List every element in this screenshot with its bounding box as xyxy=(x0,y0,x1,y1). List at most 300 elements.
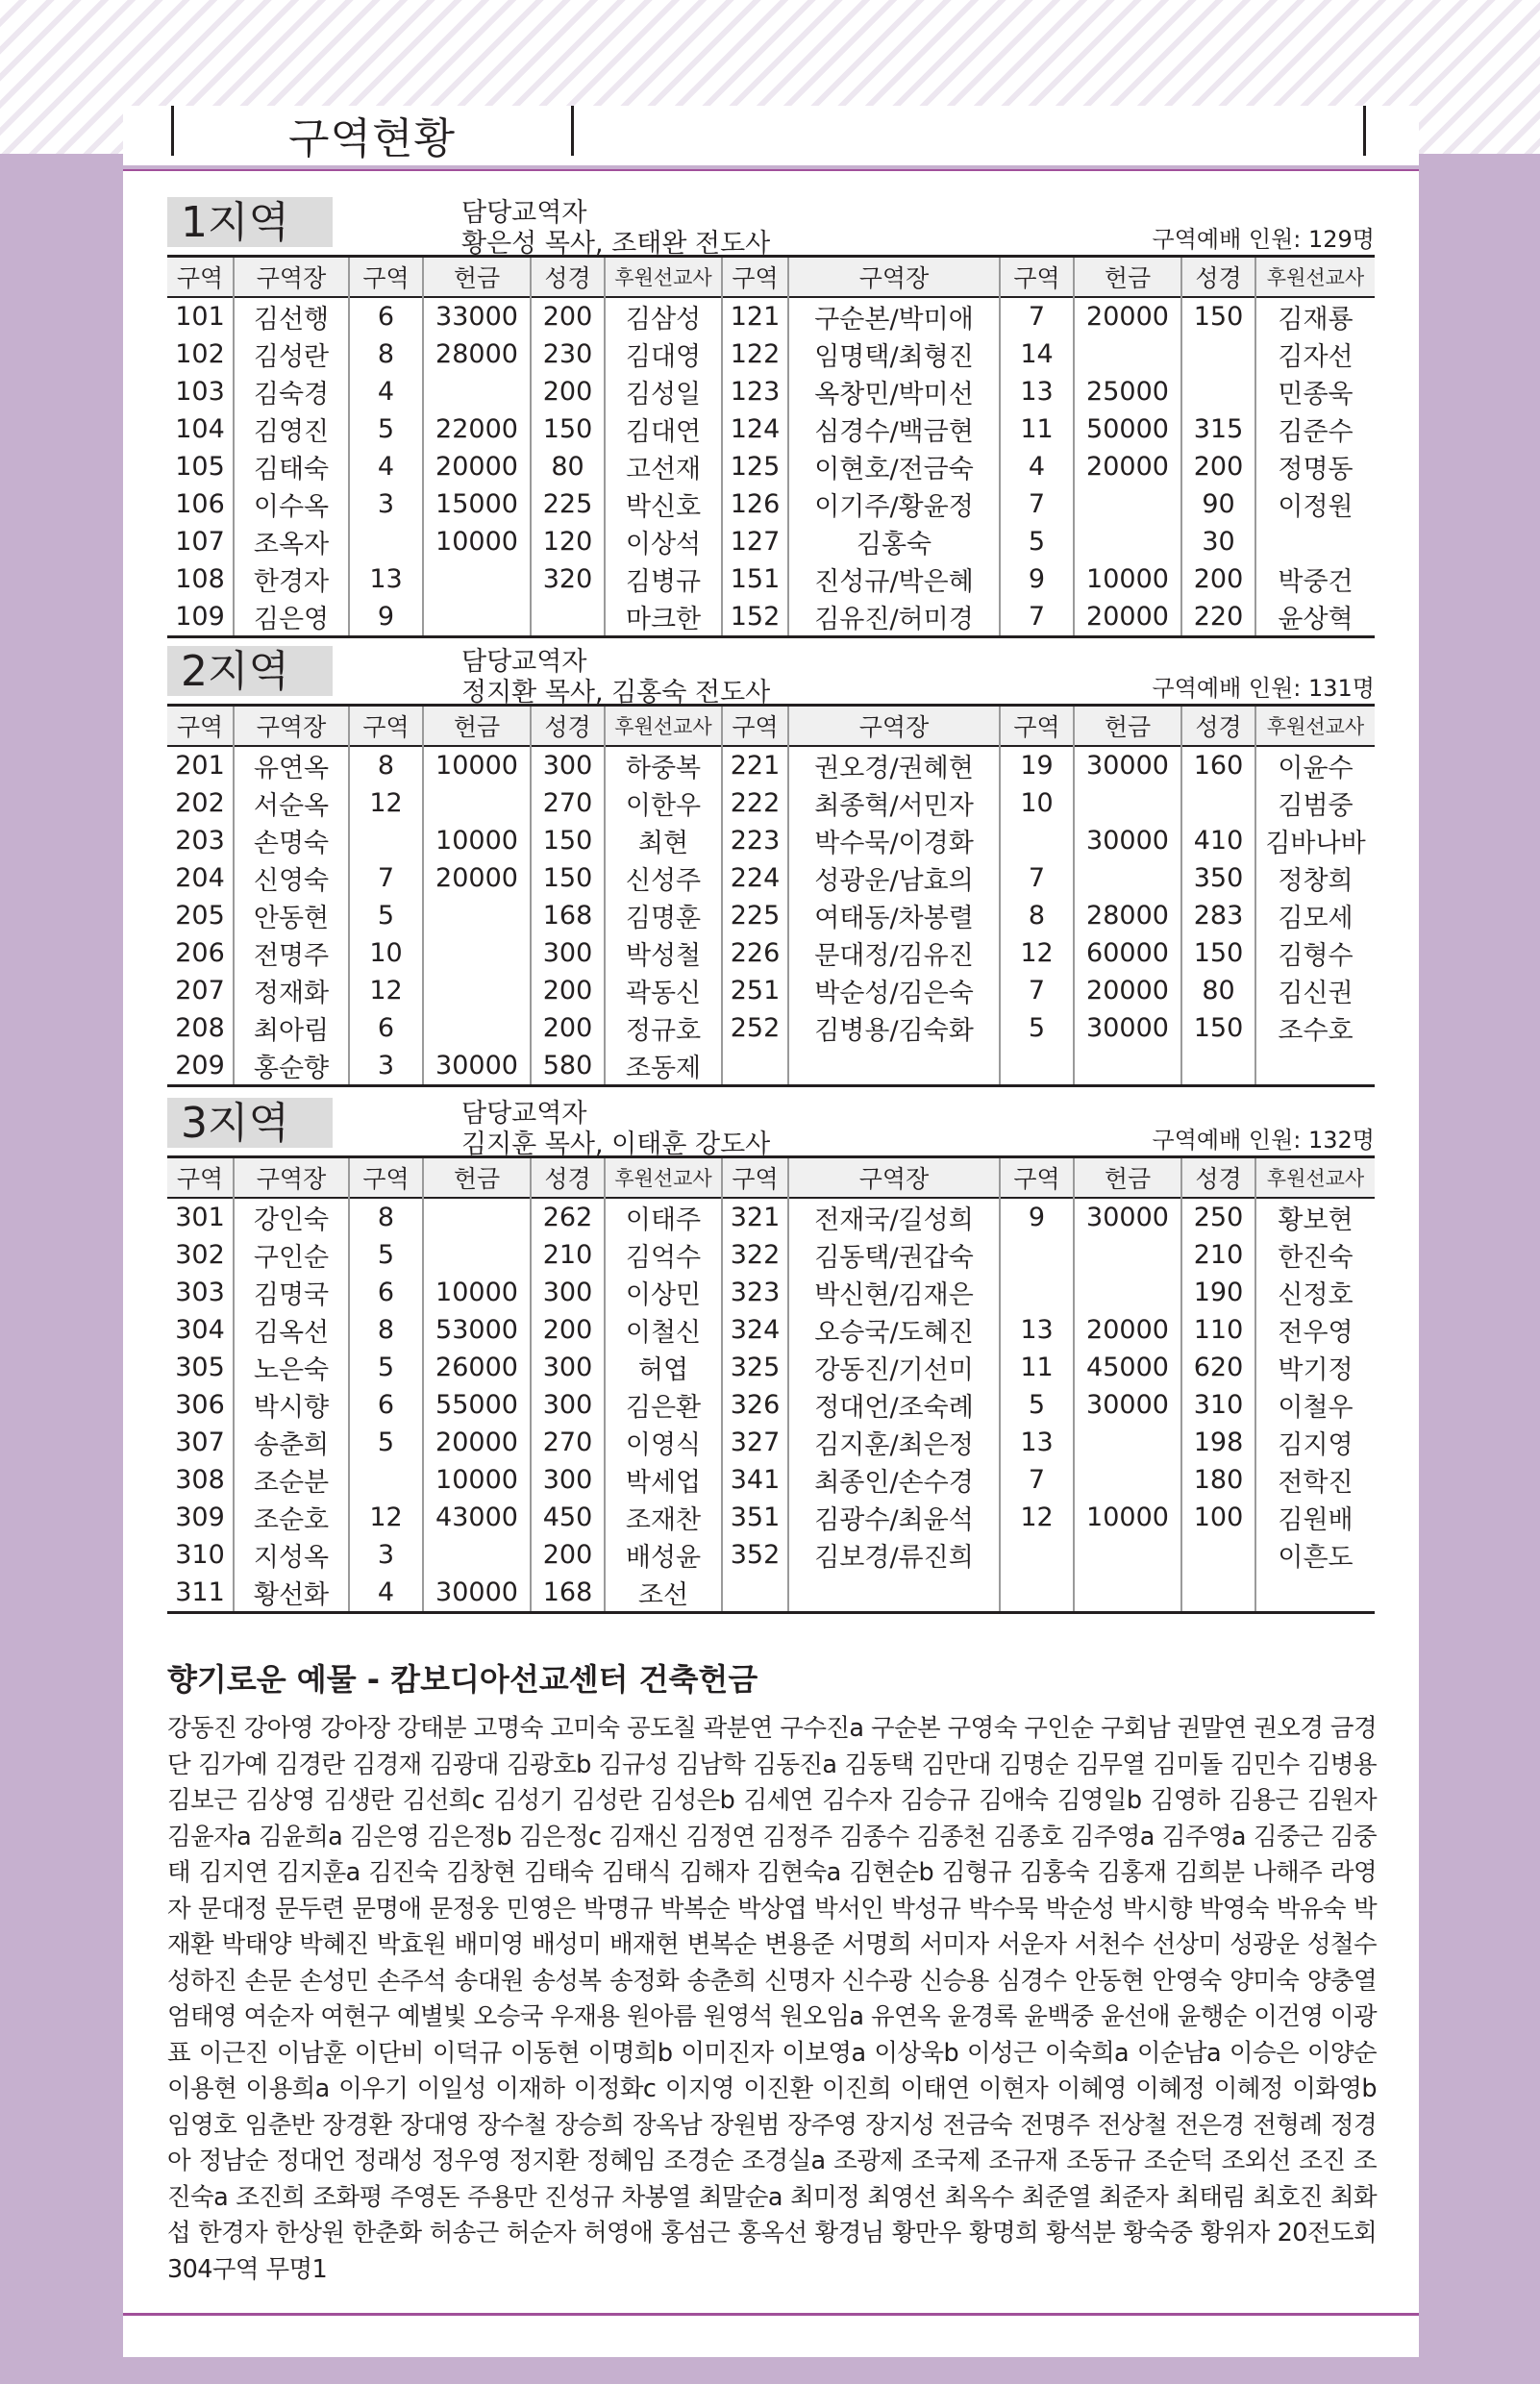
table-cell: 450 xyxy=(531,1499,605,1536)
table-cell xyxy=(1074,1274,1181,1311)
column-header: 헌금 xyxy=(1074,257,1181,298)
table-cell: 김대영 xyxy=(605,335,722,373)
table-cell: 323 xyxy=(722,1274,788,1311)
table-cell: 조순분 xyxy=(234,1461,349,1499)
table-cell: 225 xyxy=(531,485,605,523)
column-header: 성경 xyxy=(1181,706,1255,747)
table-cell: 10 xyxy=(1000,784,1074,822)
table-cell: 180 xyxy=(1181,1461,1255,1499)
table-cell: 121 xyxy=(722,297,788,335)
table-cell: 5 xyxy=(349,1236,423,1274)
table-cell: 이현호/전금숙 xyxy=(788,448,1000,485)
table-cell xyxy=(423,560,531,598)
table-cell: 김영진 xyxy=(234,410,349,448)
table-cell: 352 xyxy=(722,1536,788,1574)
table-cell xyxy=(1181,784,1255,822)
table-cell: 20000 xyxy=(1074,598,1181,637)
table-cell: 황보현 xyxy=(1255,1198,1375,1236)
table-cell: 허엽 xyxy=(605,1349,722,1386)
table-cell: 20000 xyxy=(1074,297,1181,335)
table-cell: 최아림 xyxy=(234,1009,349,1047)
table-cell: 310 xyxy=(175,1540,225,1570)
table-cell: 20000 xyxy=(1074,448,1181,485)
table-cell: 조선 xyxy=(605,1574,722,1613)
column-header: 구역장 xyxy=(788,1157,1000,1199)
header-divider-left xyxy=(171,106,174,156)
table-cell: 326 xyxy=(722,1386,788,1424)
table-row xyxy=(167,448,1375,485)
section-title: 2지역 xyxy=(167,646,333,696)
table-cell: 221 xyxy=(722,746,788,784)
table-cell: 9 xyxy=(349,598,423,637)
table-cell: 322 xyxy=(722,1236,788,1274)
table-cell xyxy=(788,1047,1000,1086)
district-table xyxy=(167,1155,1375,1614)
table-cell: 안동현 xyxy=(234,897,349,934)
table-cell: 홍순향 xyxy=(234,1047,349,1086)
table-cell: 225 xyxy=(722,897,788,934)
table-cell: 152 xyxy=(722,598,788,637)
table-row xyxy=(167,746,1375,784)
table-cell: 220 xyxy=(1181,598,1255,637)
table-cell xyxy=(1255,1574,1375,1613)
table-cell: 150 xyxy=(1181,934,1255,972)
table-cell: 102 xyxy=(175,339,225,369)
table-cell: 28000 xyxy=(1074,897,1181,934)
table-cell: 28000 xyxy=(423,335,531,373)
table-cell xyxy=(1074,1461,1181,1499)
table-cell: 13 xyxy=(349,560,423,598)
table-cell: 김모세 xyxy=(1255,897,1375,934)
table-cell: 20000 xyxy=(423,1424,531,1461)
table-cell: 33000 xyxy=(423,297,531,335)
table-cell: 168 xyxy=(531,897,605,934)
table-cell: 107 xyxy=(175,527,225,557)
table-cell: 200 xyxy=(531,1009,605,1047)
table-cell: 전명주 xyxy=(234,934,349,972)
table-cell: 300 xyxy=(531,1461,605,1499)
column-header: 후원선교사 xyxy=(605,1157,722,1199)
table-cell: 4 xyxy=(349,373,423,410)
table-cell: 김병용/김숙화 xyxy=(788,1009,1000,1047)
table-cell: 5 xyxy=(349,410,423,448)
column-header: 성경 xyxy=(531,1157,605,1199)
column-header: 헌금 xyxy=(423,1157,531,1199)
table-cell: 30000 xyxy=(423,1574,531,1613)
table-row xyxy=(167,1274,1375,1311)
column-header: 구역장 xyxy=(788,706,1000,747)
column-header: 구역 xyxy=(1000,257,1074,298)
table-cell: 126 xyxy=(722,485,788,523)
table-cell: 200 xyxy=(531,297,605,335)
table-cell xyxy=(1181,1047,1255,1086)
table-cell: 305 xyxy=(175,1353,225,1382)
table-cell: 박세업 xyxy=(605,1461,722,1499)
table-cell: 200 xyxy=(531,972,605,1009)
table-cell: 이철우 xyxy=(1255,1386,1375,1424)
header-row xyxy=(167,1157,1375,1199)
table-cell: 박중건 xyxy=(1255,560,1375,598)
table-cell: 190 xyxy=(1181,1274,1255,1311)
table-cell: 4 xyxy=(1000,448,1074,485)
table-cell: 4 xyxy=(349,1574,423,1613)
column-header: 헌금 xyxy=(1074,1157,1181,1199)
table-cell: 하중복 xyxy=(605,746,722,784)
table-cell: 김준수 xyxy=(1255,410,1375,448)
table-cell xyxy=(1000,822,1074,859)
table-row xyxy=(167,1047,1375,1086)
table-cell: 옥창민/박미선 xyxy=(788,373,1000,410)
table-cell: 마크한 xyxy=(605,598,722,637)
table-cell: 김형수 xyxy=(1255,934,1375,972)
table-cell: 임명택/최형진 xyxy=(788,335,1000,373)
table-cell: 김옥선 xyxy=(234,1311,349,1349)
table-cell: 30000 xyxy=(1074,1386,1181,1424)
table-cell: 26000 xyxy=(423,1349,531,1386)
table-cell: 5 xyxy=(349,897,423,934)
table-cell: 전학진 xyxy=(1255,1461,1375,1499)
table-cell: 박수묵/이경화 xyxy=(788,822,1000,859)
table-cell: 5 xyxy=(349,1349,423,1386)
table-cell: 김유진/허미경 xyxy=(788,598,1000,637)
table-cell: 10000 xyxy=(423,746,531,784)
table-cell xyxy=(1074,485,1181,523)
table-cell xyxy=(349,822,423,859)
table-cell: 304 xyxy=(175,1315,225,1345)
table-cell: 200 xyxy=(531,1536,605,1574)
table-cell xyxy=(788,1574,1000,1613)
table-row xyxy=(167,897,1375,934)
table-cell: 3 xyxy=(349,1536,423,1574)
table-cell: 최현 xyxy=(605,822,722,859)
table-cell: 8 xyxy=(349,1198,423,1236)
table-cell: 325 xyxy=(722,1349,788,1386)
table-cell: 신정호 xyxy=(1255,1274,1375,1311)
table-cell xyxy=(423,897,531,934)
table-cell: 6 xyxy=(349,1386,423,1424)
table-row xyxy=(167,784,1375,822)
header-divider-right xyxy=(1363,106,1366,156)
column-header: 구역 xyxy=(176,713,224,741)
table-cell: 101 xyxy=(175,302,225,332)
column-header: 후원선교사 xyxy=(1255,1157,1375,1199)
table-cell xyxy=(1074,1236,1181,1274)
table-cell: 14 xyxy=(1000,335,1074,373)
table-cell xyxy=(1255,523,1375,560)
table-cell xyxy=(423,373,531,410)
table-cell: 이한우 xyxy=(605,784,722,822)
table-cell: 12 xyxy=(349,784,423,822)
attendance-count: 구역예배 인원: 131명 xyxy=(1152,675,1375,702)
table-cell: 15000 xyxy=(423,485,531,523)
table-cell xyxy=(1074,784,1181,822)
table-cell: 80 xyxy=(1181,972,1255,1009)
leader-names: 김지훈 목사, 이태훈 강도사 xyxy=(461,1130,771,1159)
table-cell: 이상민 xyxy=(605,1274,722,1311)
table-cell: 김보경/류진희 xyxy=(788,1536,1000,1574)
table-cell: 410 xyxy=(1181,822,1255,859)
table-cell xyxy=(1000,1047,1074,1086)
table-cell: 김지훈/최은정 xyxy=(788,1424,1000,1461)
table-cell: 106 xyxy=(175,489,225,519)
table-cell: 321 xyxy=(722,1198,788,1236)
table-cell: 9 xyxy=(1000,1198,1074,1236)
table-cell: 310 xyxy=(1181,1386,1255,1424)
table-cell: 12 xyxy=(349,972,423,1009)
table-cell: 125 xyxy=(722,448,788,485)
table-cell: 지성옥 xyxy=(234,1536,349,1574)
column-header: 헌금 xyxy=(1074,706,1181,747)
table-cell: 13 xyxy=(1000,1424,1074,1461)
table-cell xyxy=(1181,1574,1255,1613)
table-cell: 민종욱 xyxy=(1255,373,1375,410)
table-cell: 100 xyxy=(1181,1499,1255,1536)
table-cell: 고선재 xyxy=(605,448,722,485)
table-cell: 이수옥 xyxy=(234,485,349,523)
table-cell xyxy=(1181,335,1255,373)
table-cell: 박시향 xyxy=(234,1386,349,1424)
table-cell: 150 xyxy=(531,859,605,897)
table-cell: 150 xyxy=(531,410,605,448)
table-cell: 200 xyxy=(1181,560,1255,598)
table-cell: 252 xyxy=(722,1009,788,1047)
table-row xyxy=(167,1349,1375,1386)
table-row xyxy=(167,859,1375,897)
table-cell: 김자선 xyxy=(1255,335,1375,373)
section-title: 3지역 xyxy=(167,1098,333,1148)
table-cell: 12 xyxy=(349,1499,423,1536)
table-cell: 김대연 xyxy=(605,410,722,448)
table-cell: 김태숙 xyxy=(234,448,349,485)
table-cell xyxy=(1074,523,1181,560)
table-cell xyxy=(423,934,531,972)
table-cell: 문대정/김유진 xyxy=(788,934,1000,972)
table-cell xyxy=(423,1009,531,1047)
table-row xyxy=(167,598,1375,637)
table-cell: 구인순 xyxy=(234,1236,349,1274)
table-cell: 박순성/김은숙 xyxy=(788,972,1000,1009)
table-cell: 262 xyxy=(531,1198,605,1236)
column-header: 후원선교사 xyxy=(1255,706,1375,747)
table-cell: 7 xyxy=(1000,972,1074,1009)
table-cell: 7 xyxy=(1000,1461,1074,1499)
table-cell: 208 xyxy=(175,1013,225,1043)
table-cell: 이기주/황윤정 xyxy=(788,485,1000,523)
table-cell: 11 xyxy=(1000,1349,1074,1386)
table-cell xyxy=(1000,1574,1074,1613)
table-cell xyxy=(1074,335,1181,373)
column-header: 구역 xyxy=(176,1165,224,1193)
leader-label: 담당교역자 xyxy=(461,1099,587,1129)
table-cell: 320 xyxy=(531,560,605,598)
table-cell: 7 xyxy=(1000,485,1074,523)
table-cell: 104 xyxy=(175,414,225,444)
table-cell xyxy=(423,784,531,822)
table-cell: 강인숙 xyxy=(234,1198,349,1236)
table-cell: 김성일 xyxy=(605,373,722,410)
table-cell: 283 xyxy=(1181,897,1255,934)
table-cell: 박성철 xyxy=(605,934,722,972)
table-cell: 300 xyxy=(531,746,605,784)
table-cell: 620 xyxy=(1181,1349,1255,1386)
table-cell: 정창희 xyxy=(1255,859,1375,897)
table-cell xyxy=(349,523,423,560)
table-cell: 8 xyxy=(349,335,423,373)
table-cell xyxy=(1074,1536,1181,1574)
table-cell: 127 xyxy=(722,523,788,560)
table-row xyxy=(167,1536,1375,1574)
table-cell: 19 xyxy=(1000,746,1074,784)
table-cell: 308 xyxy=(175,1465,225,1495)
table-cell: 300 xyxy=(531,1386,605,1424)
column-header: 후원선교사 xyxy=(605,706,722,747)
table-cell: 315 xyxy=(1181,410,1255,448)
table-cell: 김성란 xyxy=(234,335,349,373)
table-cell: 20000 xyxy=(1074,1311,1181,1349)
table-row xyxy=(167,1009,1375,1047)
table-cell: 105 xyxy=(175,452,225,482)
table-cell: 108 xyxy=(175,564,225,594)
column-header: 성경 xyxy=(531,257,605,298)
table-row xyxy=(167,297,1375,335)
table-cell: 150 xyxy=(1181,297,1255,335)
table-cell: 황선화 xyxy=(234,1574,349,1613)
table-cell: 53000 xyxy=(423,1311,531,1349)
table-cell xyxy=(423,972,531,1009)
table-cell: 200 xyxy=(1181,448,1255,485)
table-cell: 341 xyxy=(722,1461,788,1499)
column-header: 구역 xyxy=(349,706,423,747)
table-cell: 9 xyxy=(1000,560,1074,598)
column-header: 후원선교사 xyxy=(1255,257,1375,298)
table-cell: 전우영 xyxy=(1255,1311,1375,1349)
table-cell: 전재국/길성희 xyxy=(788,1198,1000,1236)
table-row xyxy=(167,934,1375,972)
table-cell: 김지영 xyxy=(1255,1424,1375,1461)
table-cell: 11 xyxy=(1000,410,1074,448)
table-cell xyxy=(1000,1274,1074,1311)
table-cell xyxy=(1255,1047,1375,1086)
table-cell: 심경수/백금현 xyxy=(788,410,1000,448)
table-cell: 신성주 xyxy=(605,859,722,897)
column-header: 구역 xyxy=(349,257,423,298)
table-cell: 122 xyxy=(722,335,788,373)
table-cell: 10000 xyxy=(423,1461,531,1499)
table-cell: 8 xyxy=(349,1311,423,1349)
table-cell: 김은영 xyxy=(234,598,349,637)
table-cell: 이상석 xyxy=(605,523,722,560)
table-cell: 이태주 xyxy=(605,1198,722,1236)
table-cell: 123 xyxy=(722,373,788,410)
table-cell xyxy=(1181,373,1255,410)
table-cell: 김억수 xyxy=(605,1236,722,1274)
column-header: 구역장 xyxy=(234,706,349,747)
table-cell: 270 xyxy=(531,1424,605,1461)
table-cell: 조재찬 xyxy=(605,1499,722,1536)
table-cell: 윤상혁 xyxy=(1255,598,1375,637)
column-header: 구역 xyxy=(1000,1157,1074,1199)
column-header: 구역 xyxy=(349,1157,423,1199)
table-cell xyxy=(1181,1536,1255,1574)
table-cell: 109 xyxy=(175,602,225,632)
table-cell: 김은환 xyxy=(605,1386,722,1424)
table-cell: 7 xyxy=(1000,297,1074,335)
table-cell: 김삼성 xyxy=(605,297,722,335)
table-cell: 223 xyxy=(722,822,788,859)
table-cell: 성광운/남효의 xyxy=(788,859,1000,897)
table-cell: 150 xyxy=(1181,1009,1255,1047)
donor-list: 강동진 강아영 강아장 강태분 고명숙 고미숙 공도칠 곽분연 구수진a 구순본 구영숙 구인순 구회남 권말연 권오경 금경단 김가예 김경란 김경재 김광대 김광호b 김규성 김남학 김동진a 김동택 김만대 김명순 김무열 김미돌 김민수 김병용 김보근 김상영 김생란 김선희c 김성기 김성란 김성은b 김세연 김수자 김승규 김애숙 김영일b 김영하 김용근 김원자 김윤자a 김윤희a 김은영 김은정b 김은정c 김재신 김정연 김정주 김종수 김종천 김종호 김주영a 김주영a 김중근 김중태 김지연 김지훈a 김진숙 김창현 김태숙 김태식 김해자 김현숙a 김현순b 김형규 김홍숙 김홍재 김희분 나해주 라영자 문대정 문두련 문명애 문정웅 민영은 박명규 박복순 박상엽 박서인 박성규 박수묵 박순성 박시향 박영숙 박유숙 박재환 박태양 박혜진 박효원 배미영 배성미 배재현 변복순 변용준 서명희 서미자 서운자 서천수 선상미 성광운 성철수 성하진 손문 손성민 손주석 송대원 송성복 송정화 송춘희 신명자 신수광 신승용 심경수 안동현 안영숙 양미숙 양충열 엄태영 여순자 여현구 예별빛 오승국 우재용 원아름 원영석 원오임a 유연옥 윤경록 윤백중 윤선애 윤행순 이건영 이광표 이근진 이남훈 이단비 이덕규 이동현 이명희b 이미진자 이보영a 이상욱b 이성근 이숙희a 이순남a 이승은 이양순 이용현 이용희a 이우기 이일성 이재하 이정화c 이지영 이진환 이진희 이태연 이현자 이혜영 이혜정 이혜정 이화영b 임영호 임춘반 장경환 장대영 장수철 장승희 장옥남 장원범 장주영 장지성 전금숙 전명주 전상철 전은경 전형례 정경아 정남순 정대언 정래성 정우영 정지환 정혜임 조경순 조경실a 조광제 조국제 조규재 조동규 조순덕 조외선 조진 조진숙a 조진희 조화평 주영돈 주용만 진성규 차봉열 최말순a 최미정 최영선 최옥수 최준열 최준자 최태림 최호진 최화섭 한경자 한상원 한춘화 허송근 허순자 허영애 홍섬근 홍옥선 황경님 황만우 황명희 황석분 황숙중 황위자 20전도회 304구역 무명1 xyxy=(167,1714,1377,2284)
table-cell: 신영숙 xyxy=(234,859,349,897)
table-cell: 226 xyxy=(722,934,788,972)
table-cell: 5 xyxy=(1000,1009,1074,1047)
column-header: 구역장 xyxy=(234,1157,349,1199)
table-cell: 302 xyxy=(175,1240,225,1270)
table-cell: 327 xyxy=(722,1424,788,1461)
table-row xyxy=(167,373,1375,410)
table-cell: 13 xyxy=(1000,1311,1074,1349)
table-cell: 311 xyxy=(175,1577,225,1607)
leader-label: 담당교역자 xyxy=(461,647,587,677)
column-header: 성경 xyxy=(531,706,605,747)
table-cell xyxy=(722,1574,788,1613)
table-cell: 25000 xyxy=(1074,373,1181,410)
table-cell: 45000 xyxy=(1074,1349,1181,1386)
table-cell: 250 xyxy=(1181,1198,1255,1236)
table-cell: 222 xyxy=(722,784,788,822)
table-cell: 206 xyxy=(175,938,225,968)
table-cell: 580 xyxy=(531,1047,605,1086)
column-header: 성경 xyxy=(1181,1157,1255,1199)
table-cell: 송춘희 xyxy=(234,1424,349,1461)
table-cell: 151 xyxy=(722,560,788,598)
table-cell: 김광수/최윤석 xyxy=(788,1499,1000,1536)
table-cell: 조수호 xyxy=(1255,1009,1375,1047)
column-header: 헌금 xyxy=(423,257,531,298)
table-cell: 306 xyxy=(175,1390,225,1420)
table-cell: 300 xyxy=(531,1274,605,1311)
attendance-count: 구역예배 인원: 129명 xyxy=(1152,226,1375,253)
header-divider-middle xyxy=(571,106,574,156)
district-table xyxy=(167,255,1375,638)
table-cell: 8 xyxy=(349,746,423,784)
table-cell: 301 xyxy=(175,1203,225,1232)
table-cell: 103 xyxy=(175,377,225,407)
donation-title: 향기로운 예물 - 캄보디아선교센터 건축헌금 xyxy=(167,1661,758,1698)
table-cell: 10 xyxy=(349,934,423,972)
table-cell: 210 xyxy=(531,1236,605,1274)
table-cell: 7 xyxy=(1000,598,1074,637)
table-cell: 한경자 xyxy=(234,560,349,598)
table-cell: 이정원 xyxy=(1255,485,1375,523)
table-cell: 김재룡 xyxy=(1255,297,1375,335)
table-cell: 124 xyxy=(722,410,788,448)
table-cell: 204 xyxy=(175,863,225,893)
table-cell: 50000 xyxy=(1074,410,1181,448)
header-row xyxy=(167,257,1375,298)
table-cell xyxy=(1000,1536,1074,1574)
table-cell: 43000 xyxy=(423,1499,531,1536)
table-cell: 구순본/박미애 xyxy=(788,297,1000,335)
table-cell: 이철신 xyxy=(605,1311,722,1349)
table-row xyxy=(167,1574,1375,1613)
table-cell: 7 xyxy=(1000,859,1074,897)
column-header: 구역 xyxy=(722,257,788,298)
table-row xyxy=(167,1311,1375,1349)
table-cell: 251 xyxy=(722,972,788,1009)
table-cell: 5 xyxy=(1000,1386,1074,1424)
table-row xyxy=(167,560,1375,598)
